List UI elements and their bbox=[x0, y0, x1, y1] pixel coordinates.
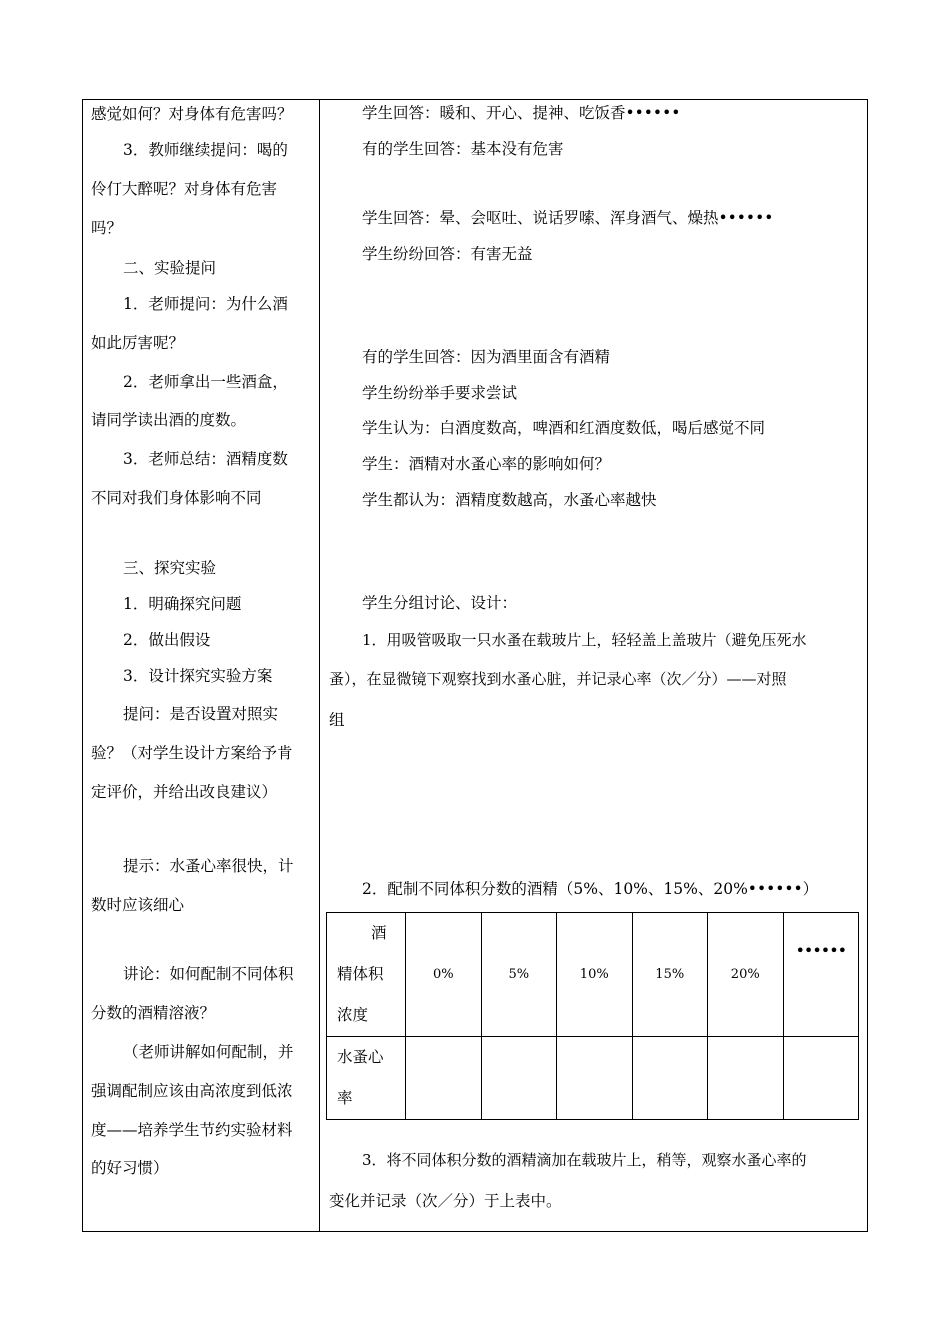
right-line: 有的学生回答：因为酒里面含有酒精 bbox=[362, 348, 611, 366]
right-line: 学生：酒精对水蚤心率的影响如何？ bbox=[362, 455, 611, 473]
alcohol-concentration-table bbox=[326, 912, 859, 1120]
left-line: 强调配制应该由高浓度到低浓 bbox=[91, 1082, 293, 1100]
right-line: 3．将不同体积分数的酒精滴加在载玻片上，稍等，观察水蚤心率的 bbox=[362, 1151, 807, 1169]
heart-rate-cell bbox=[708, 1037, 784, 1120]
right-line: 学生纷纷举手要求尝试 bbox=[362, 384, 518, 402]
right-line: 蚤），在显微镜下观察找到水蚤心脏，并记录心率（次／分）——对照 bbox=[329, 670, 787, 688]
heart-rate-cell bbox=[557, 1037, 633, 1120]
concentration-cell: 5% bbox=[481, 913, 557, 1037]
concentration-cell: 10% bbox=[557, 913, 633, 1037]
concentration-cell: 20% bbox=[708, 913, 784, 1037]
concentration-cell: 0% bbox=[406, 913, 482, 1037]
left-line: 请同学读出酒的度数。 bbox=[91, 411, 247, 429]
header-text: 率 bbox=[337, 1089, 353, 1107]
heart-rate-cell bbox=[632, 1037, 708, 1120]
right-line: 变化并记录（次／分）于上表中。 bbox=[329, 1192, 562, 1210]
heart-rate-cell bbox=[783, 1037, 859, 1120]
right-line: 1．用吸管吸取一只水蚤在载玻片上，轻轻盖上盖玻片（避免压死水 bbox=[362, 631, 807, 649]
header-text: 酒 bbox=[371, 924, 387, 942]
right-line: 学生都认为：酒精度数越高，水蚤心率越快 bbox=[362, 491, 657, 509]
left-line: （老师讲解如何配制，并 bbox=[123, 1043, 294, 1061]
left-line: 定评价，并给出改良建议） bbox=[91, 783, 278, 801]
left-line: 吗？ bbox=[91, 219, 123, 237]
heart-rate-header-cell bbox=[327, 1037, 406, 1120]
left-line: 3．设计探究实验方案 bbox=[123, 667, 273, 685]
left-line: 数时应该细心 bbox=[91, 896, 185, 914]
left-line: 的好习惯） bbox=[91, 1159, 169, 1177]
left-line: 1．明确探究问题 bbox=[123, 595, 242, 613]
left-line: 1．老师提问：为什么酒 bbox=[123, 295, 288, 313]
left-line: 讲论：如何配制不同体积 bbox=[123, 965, 294, 983]
concentration-cell-more: •••••• bbox=[783, 913, 859, 1037]
right-line: 学生分组讨论、设计： bbox=[362, 594, 518, 612]
left-line: 二、实验提问 bbox=[123, 259, 217, 277]
right-line: 学生回答：暖和、开心、提神、吃饭香•••••• bbox=[362, 104, 681, 122]
right-line: 有的学生回答：基本没有危害 bbox=[362, 140, 564, 158]
heart-rate-cell bbox=[406, 1037, 482, 1120]
left-line: 感觉如何？对身体有危害吗？ bbox=[91, 105, 293, 123]
header-text: 精体积 bbox=[337, 965, 384, 983]
header-text: 水蚤心 bbox=[337, 1048, 384, 1066]
left-line: 3．老师总结：酒精度数 bbox=[123, 450, 288, 468]
heart-rate-cell bbox=[481, 1037, 557, 1120]
table-row bbox=[327, 913, 859, 1037]
column-divider bbox=[319, 100, 320, 1231]
right-line: 2．配制不同体积分数的酒精（5%、10%、15%、20%••••••） bbox=[362, 880, 819, 898]
left-line: 提问：是否设置对照实 bbox=[123, 705, 279, 723]
right-line: 学生纷纷回答：有害无益 bbox=[362, 245, 533, 263]
left-line: 分数的酒精溶液？ bbox=[91, 1004, 216, 1022]
left-line: 2．做出假设 bbox=[123, 631, 211, 649]
left-line: 如此厉害呢？ bbox=[91, 334, 185, 352]
left-line: 度——培养学生节约实验材料 bbox=[91, 1121, 293, 1139]
left-line: 三、探究实验 bbox=[123, 559, 217, 577]
left-line: 2．老师拿出一些酒盒， bbox=[123, 373, 288, 391]
header-text: 浓度 bbox=[337, 1006, 369, 1024]
concentration-header-cell bbox=[327, 913, 406, 1037]
left-line: 3．教师继续提问：喝的 bbox=[123, 141, 288, 159]
table-row bbox=[327, 1037, 859, 1120]
right-line: 组 bbox=[329, 711, 345, 729]
left-line: 提示：水蚤心率很快，计 bbox=[123, 857, 294, 875]
left-line: 验？（对学生设计方案给予肯 bbox=[91, 744, 293, 762]
right-line: 学生认为：白酒度数高，啤酒和红酒度数低，喝后感觉不同 bbox=[362, 419, 766, 437]
right-line: 学生回答：晕、会呕吐、说话罗嗦、浑身酒气、燥热•••••• bbox=[362, 209, 774, 227]
left-line: 伶仃大醉呢？对身体有危害 bbox=[91, 180, 278, 198]
concentration-cell: 15% bbox=[632, 913, 708, 1037]
left-line: 不同对我们身体影响不同 bbox=[91, 489, 262, 507]
